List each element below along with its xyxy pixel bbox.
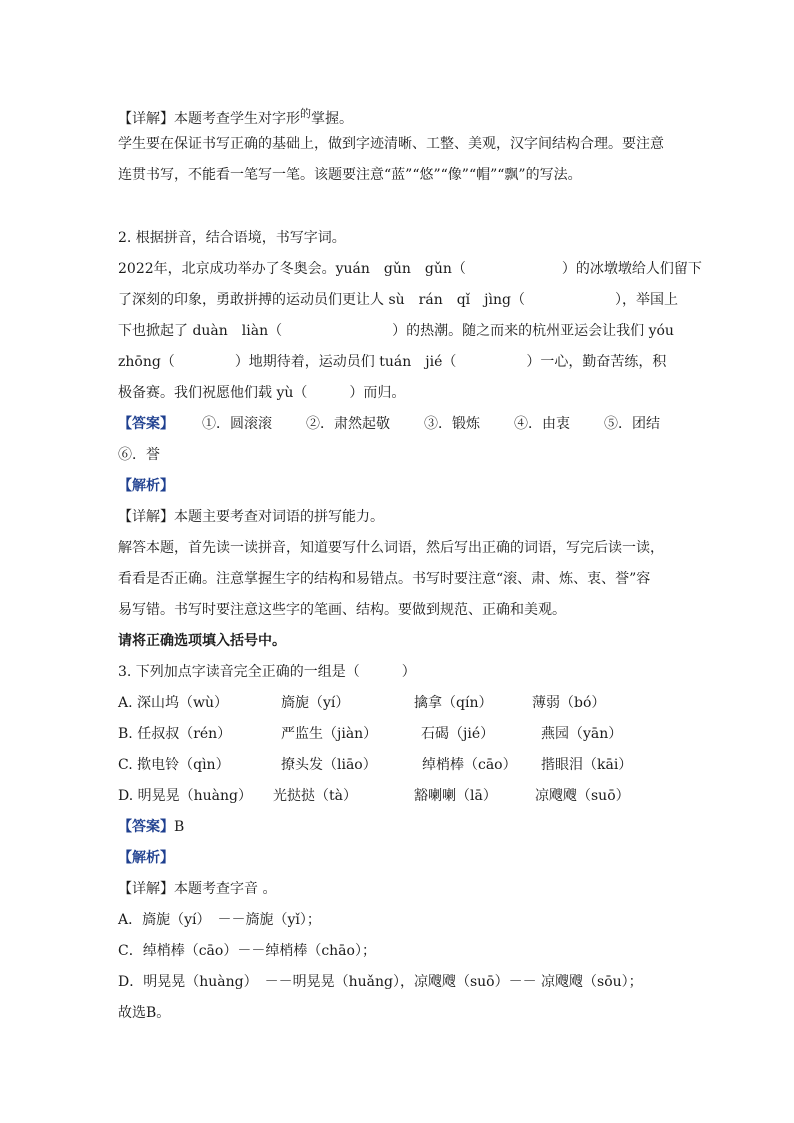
q1-detail-small-char: 的 xyxy=(300,107,311,120)
q3-explanation-a: A．旖旎（yí） －－旖旎（yǐ）； xyxy=(118,912,321,928)
option-cell: 严监生（jiàn） xyxy=(281,726,378,742)
q2-l2-a: 了深刻的印象，勇敢拼搏的运动员们更让人 sù rán qǐ jìng（ xyxy=(118,292,525,308)
q3-option-a[interactable] xyxy=(118,688,678,719)
option-cell: 光挞挞（tà） xyxy=(273,788,357,804)
option-cell: 凉飕飕（suō） xyxy=(535,788,630,804)
q3-explanation-c: C．绰梢棒（cāo）－－绰梢棒（chāo）； xyxy=(118,943,376,959)
answer-item: ②．肃然起敬 xyxy=(306,416,390,432)
q1-detail-line-2: 学生要在保证书写正确的基础上，做到字迹清晰、工整、美观，汉字间结构合理。要注意 xyxy=(118,136,664,152)
q2-text-line-2 xyxy=(118,285,678,316)
q3-option-c[interactable] xyxy=(118,750,678,781)
q2-l5-a: 极备赛。我们祝愿他们载 yù（ xyxy=(118,385,308,401)
analysis-tag: 【解析】 xyxy=(118,850,174,866)
answer-item: ①．圆滚滚 xyxy=(202,416,272,432)
q2-l4-c: ）一心，勤奋苦练，积 xyxy=(526,354,667,370)
q2-l4-a: zhōng（ xyxy=(118,354,175,370)
q1-detail-line xyxy=(118,98,678,129)
q3-detail: 【详解】本题考查字音 。 xyxy=(118,881,277,897)
q2-detail: 【详解】本题主要考查对词语的拼写能力。 xyxy=(118,509,384,525)
option-cell: C. 揿电铃（qìn） xyxy=(118,757,230,773)
option-cell: 撩头发（liāo） xyxy=(281,757,377,773)
option-cell: 薄弱（bó） xyxy=(532,695,606,711)
option-cell: 旖旎（yí） xyxy=(281,695,350,711)
answer-tag: 【答案】 xyxy=(118,416,174,432)
option-cell: 揩眼泪（kāi） xyxy=(541,757,633,773)
answer-item: ⑤．团结 xyxy=(604,416,660,432)
document-page xyxy=(118,98,702,1029)
option-cell: B. 任叔叔（rén） xyxy=(118,726,232,742)
q3-explanation-d: D．明晃晃（huàng） －－明晃晃（huǎng），凉飕飕（suō）－－ 凉飕飕（sōu）； xyxy=(118,974,643,990)
q2-text-line-3 xyxy=(118,316,678,347)
answer-item: ③．锻炼 xyxy=(424,416,480,432)
q3-title: 3. 下列加点字读音完全正确的一组是（ ） xyxy=(118,664,416,680)
option-cell: A. 深山坞（wù） xyxy=(118,695,229,711)
q2-answer-line xyxy=(118,409,678,440)
q1-detail-suffix: 掌握。 xyxy=(311,111,353,127)
option-cell: 豁喇喇（lā） xyxy=(414,788,497,804)
option-cell: D. 明晃晃（huàng） xyxy=(118,788,252,804)
q2-l1-b: ）的冰墩墩给人们留下 xyxy=(561,261,702,277)
option-cell: 绰梢棒（cāo） xyxy=(422,757,517,773)
q2-explanation-1: 解答本题，首先读一读拼音，知道要写什么词语，然后写出正确的词语，写完后读一读， xyxy=(118,540,664,556)
option-cell: 擒拿（qín） xyxy=(414,695,493,711)
q3-option-d[interactable] xyxy=(118,781,678,812)
analysis-tag: 【解析】 xyxy=(118,478,174,494)
option-cell: 燕园（yān） xyxy=(541,726,623,742)
q3-option-b[interactable] xyxy=(118,719,678,750)
q2-title: 2. 根据拼音，结合语境，书写字词。 xyxy=(118,230,346,246)
q2-explanation-2: 看看是否正确。注意掌握生字的结构和易错点。书写时要注意“滚、肃、炼、衷、誉”容 xyxy=(118,571,651,587)
q2-l5-b: ）而归。 xyxy=(349,385,406,401)
answer-tag: 【答案】 xyxy=(118,819,174,835)
q2-explanation-3: 易写错。书写时要注意这些字的笔画、结构。要做到规范、正确和美观。 xyxy=(118,602,566,618)
q2-answer-line-2: ⑥．誉 xyxy=(118,447,160,463)
q2-text-line-5 xyxy=(118,378,678,409)
q1-detail-prefix: 【详解】本题考查学生对字形 xyxy=(118,111,300,127)
q2-l2-b: ），举国上 xyxy=(614,292,678,308)
section-heading: 请将正确选项填入括号中。 xyxy=(118,633,286,649)
answer-item: ④．由衷 xyxy=(514,416,570,432)
q2-l4-b: ）地期待着，运动员们 tuán jié（ xyxy=(234,354,457,370)
q3-answer: B xyxy=(174,819,185,835)
q2-l3-b: ）的热潮。随之而来的杭州亚运会让我们 yóu xyxy=(392,323,674,339)
q2-text-line-1 xyxy=(118,254,702,285)
q2-l1-a: 2022年，北京成功举办了冬奥会。yuán gǔn gǔn（ xyxy=(118,261,466,277)
option-cell: 石碣（jié） xyxy=(421,726,495,742)
q3-conclusion: 故选B。 xyxy=(118,1005,171,1021)
q2-l3-a: 下也掀起了 duàn liàn（ xyxy=(118,323,283,339)
q2-text-line-4 xyxy=(118,347,678,378)
q3-answer-line xyxy=(118,812,678,843)
spacer xyxy=(118,191,678,223)
q1-detail-line-3: 连贯书写，不能看一笔写一笔。该题要注意“蓝”“悠”“像”“帽”“飘”的写法。 xyxy=(118,167,582,183)
